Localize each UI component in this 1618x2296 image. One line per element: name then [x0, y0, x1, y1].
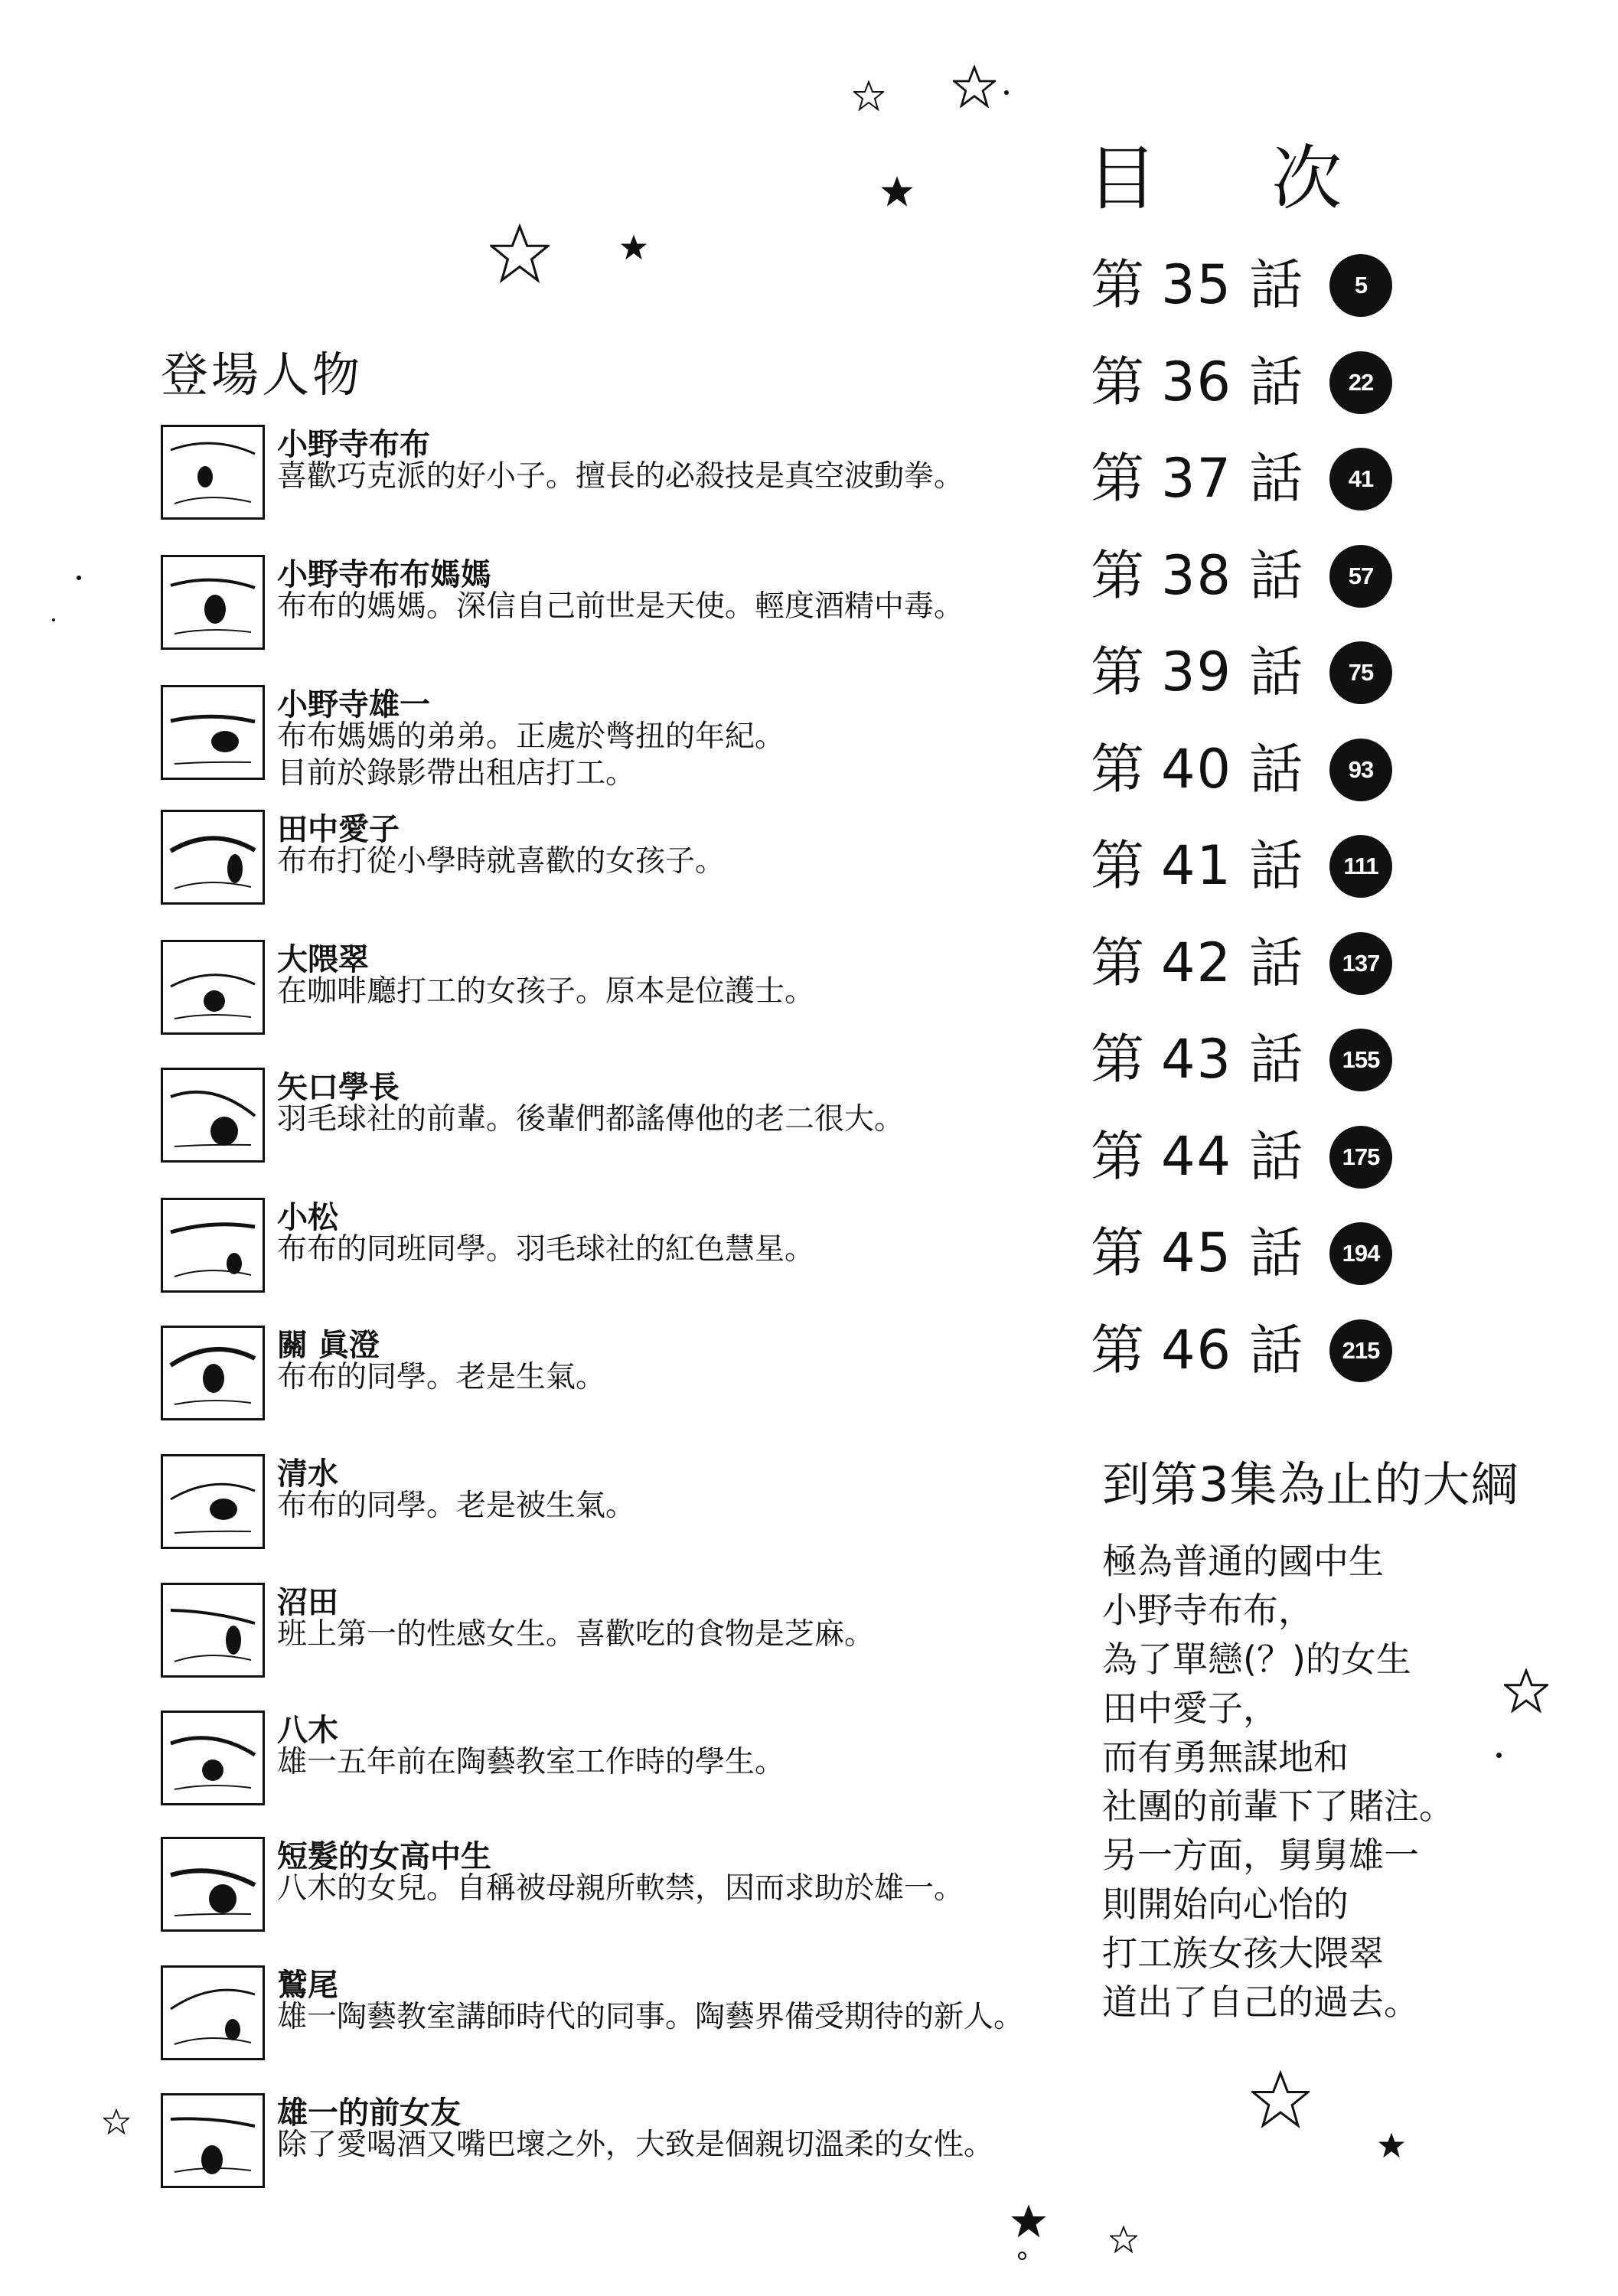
toc-entry[interactable]: [1091, 440, 1397, 517]
page-number-badge: 41: [1329, 448, 1392, 510]
summary-line: 而有勇無謀地和: [1102, 1737, 1349, 1778]
chapter-number: 44: [1161, 1124, 1233, 1188]
summary-line: 則開始向心怡的: [1102, 1883, 1349, 1925]
page-number-badge: 175: [1329, 1126, 1392, 1189]
chapter-suffix: 話: [1249, 1028, 1303, 1091]
character-entry: [161, 1965, 1117, 2073]
dot-decoration: [1004, 90, 1009, 95]
character-description: [277, 589, 964, 625]
portrait-eye-icon: [161, 1068, 265, 1163]
page-number-badge: 22: [1329, 351, 1392, 414]
star-outline-icon: [1504, 1668, 1548, 1713]
summary-line: 為了單戀(？)的女生: [1102, 1639, 1411, 1680]
chapter-suffix: 話: [1249, 253, 1303, 316]
chapter-suffix: 話: [1249, 641, 1303, 703]
portrait-eye-icon: [161, 1837, 265, 1932]
character-description-line: 布布的媽媽。深信自己前世是天使。輕度酒精中毒。: [277, 589, 964, 624]
dot-decoration: [1018, 2252, 1026, 2260]
toc-entry[interactable]: [1091, 925, 1397, 1001]
character-entry: [161, 1198, 1117, 1305]
character-name: 大隈翠: [277, 942, 369, 977]
character-description-line: 在咖啡廳打工的女孩子。原本是位護士。: [277, 974, 815, 1009]
chapter-label: [1091, 344, 1303, 420]
character-entry: [161, 1454, 1117, 1561]
chapter-suffix: 話: [1249, 543, 1303, 607]
page-number-badge: 194: [1329, 1222, 1392, 1285]
star-filled-icon: [620, 233, 648, 261]
character-description: [277, 1999, 1023, 2036]
character-description: [277, 1744, 785, 1781]
character-entry: [161, 425, 1117, 532]
character-description-line: 布布媽媽的弟弟。正處於彆扭的年紀。: [277, 719, 785, 754]
toc-entry[interactable]: [1091, 1118, 1397, 1195]
chapter-suffix: 話: [1249, 931, 1303, 994]
character-description-line: 布布的同學。老是生氣。: [277, 1360, 606, 1394]
summary-line: 田中愛子，: [1102, 1688, 1278, 1729]
chapter-number: 45: [1161, 1221, 1233, 1284]
dot-decoration: [1496, 1753, 1502, 1758]
portrait-eye-icon: [161, 685, 265, 780]
toc-entry[interactable]: [1091, 1312, 1397, 1388]
character-description-line: 雄一陶藝教室講師時代的同事。陶藝界備受期待的新人。: [277, 2000, 1024, 2034]
character-name: 清水: [277, 1456, 338, 1492]
portrait-eye-icon: [161, 940, 265, 1035]
character-name: 小野寺雄一: [277, 687, 430, 722]
star-outline-icon: [853, 80, 884, 111]
portrait-eye-icon: [161, 2093, 265, 2188]
page-number-badge: 57: [1329, 545, 1392, 608]
toc-entry[interactable]: [1091, 827, 1397, 904]
chapter-prefix: 第: [1091, 1028, 1144, 1091]
summary-heading: 到第3集為止的大綱: [1102, 1456, 1519, 1512]
character-description-line: 喜歡巧克派的好小子。擅長的必殺技是真空波動拳。: [277, 459, 964, 494]
chapter-label: [1091, 731, 1303, 807]
character-description: [277, 1616, 874, 1653]
toc-entry[interactable]: [1091, 344, 1397, 420]
chapter-prefix: 第: [1091, 737, 1144, 801]
chapter-number: 36: [1161, 350, 1233, 413]
chapter-number: 42: [1161, 931, 1233, 994]
chapter-label: [1091, 1021, 1303, 1097]
chapter-prefix: 第: [1091, 1124, 1144, 1188]
star-outline-icon: [953, 65, 996, 108]
chapter-suffix: 話: [1249, 350, 1303, 413]
portrait-eye-icon: [161, 1326, 265, 1420]
character-description-line: 班上第一的性感女生。喜歡吃的食物是芝麻。: [277, 1617, 875, 1652]
chapter-suffix: 話: [1249, 1124, 1303, 1188]
character-entry: [161, 940, 1117, 1047]
chapter-prefix: 第: [1091, 931, 1144, 994]
character-name: 沼田: [277, 1585, 338, 1620]
character-name: 鷲尾: [277, 1968, 338, 2003]
toc-entry[interactable]: [1091, 246, 1397, 323]
summary-line: 社團的前輩下了賭注。: [1102, 1786, 1454, 1827]
chapter-number: 39: [1161, 641, 1233, 703]
star-outline-icon: [490, 223, 550, 283]
toc-entry[interactable]: [1091, 634, 1397, 710]
toc-entry[interactable]: [1091, 731, 1397, 807]
character-name: 短髮的女高中生: [277, 1839, 491, 1874]
chapter-number: 46: [1161, 1318, 1233, 1381]
dot-decoration: [52, 618, 55, 621]
star-outline-icon: [103, 2108, 129, 2135]
chapter-label: [1091, 925, 1303, 1001]
character-description-line: 羽毛球社的前輩。後輩們都謠傳他的老二很大。: [277, 1102, 905, 1137]
toc-entry[interactable]: [1091, 537, 1397, 614]
chapter-prefix: 第: [1091, 834, 1144, 897]
character-description: [277, 974, 814, 1010]
character-description-line: 布布打從小學時就喜歡的女孩子。: [277, 844, 726, 879]
portrait-eye-icon: [161, 1711, 265, 1805]
chapter-number: 43: [1161, 1028, 1233, 1091]
dot-decoration: [77, 576, 81, 580]
character-entry: [161, 1583, 1117, 1690]
character-description: [277, 1488, 635, 1525]
chapter-prefix: 第: [1091, 641, 1144, 703]
character-description: [277, 1359, 605, 1396]
character-entry: [161, 1326, 1117, 1433]
character-entry: [161, 685, 1117, 792]
character-description-line: 目前於錄影帶出租店打工。: [277, 756, 636, 791]
chapter-suffix: 話: [1249, 737, 1303, 801]
chapter-label: [1091, 1312, 1303, 1388]
character-description: [277, 458, 964, 495]
character-description: [277, 843, 725, 880]
page-number-badge: 5: [1329, 254, 1392, 317]
character-description-line: 雄一五年前在陶藝教室工作時的學生。: [277, 1745, 785, 1779]
chapter-suffix: 話: [1249, 1318, 1303, 1381]
character-name: 矢口學長: [277, 1070, 400, 1105]
star-filled-icon: [1010, 2203, 1047, 2239]
chapter-prefix: 第: [1091, 350, 1144, 413]
character-name: 雄一的前女友: [277, 2095, 461, 2131]
character-description-line: 除了愛喝酒又嘴巴壞之外，大致是個親切溫柔的女性。: [277, 2128, 994, 2162]
chapter-prefix: 第: [1091, 1221, 1144, 1284]
star-outline-icon: [1110, 2226, 1137, 2253]
portrait-eye-icon: [161, 1583, 265, 1678]
chapter-suffix: 話: [1249, 1221, 1303, 1284]
chapter-number: 37: [1161, 447, 1233, 510]
chapter-label: [1091, 634, 1303, 710]
character-description-line: 布布的同學。老是被生氣。: [277, 1489, 636, 1523]
chapter-label: [1091, 1215, 1303, 1291]
character-name: 八木: [277, 1713, 338, 1748]
chapter-label: [1091, 537, 1303, 614]
character-description: [277, 1870, 964, 1907]
character-description-line: 八木的女兒。自稱被母親所軟禁，因而求助於雄一。: [277, 1871, 964, 1906]
toc-heading: 目 次: [1087, 138, 1388, 220]
portrait-eye-icon: [161, 810, 265, 905]
character-name: 小野寺布布: [277, 427, 430, 462]
chapter-prefix: 第: [1091, 253, 1144, 316]
characters-heading: 登場人物: [161, 347, 364, 403]
page-number-badge: 155: [1329, 1029, 1392, 1091]
character-name: 關 眞澄: [277, 1328, 380, 1363]
character-description: [277, 719, 785, 792]
chapter-label: [1091, 440, 1303, 517]
character-name: 田中愛子: [277, 812, 400, 847]
star-filled-icon: [880, 174, 914, 208]
toc-entry[interactable]: [1091, 1021, 1397, 1097]
chapter-prefix: 第: [1091, 447, 1144, 510]
star-outline-icon: [1251, 2070, 1310, 2128]
portrait-eye-icon: [161, 1454, 265, 1549]
page-number-badge: 93: [1329, 739, 1392, 801]
character-entry: [161, 1068, 1117, 1175]
character-entry: [161, 2093, 1117, 2200]
chapter-number: 38: [1161, 543, 1233, 607]
portrait-eye-icon: [161, 1198, 265, 1293]
page-number-badge: 137: [1329, 932, 1392, 995]
page-number-badge: 111: [1329, 835, 1392, 898]
chapter-label: [1091, 1118, 1303, 1195]
character-entry: [161, 555, 1117, 662]
summary-text: [1102, 1537, 1454, 2027]
chapter-suffix: 話: [1249, 834, 1303, 897]
chapter-label: [1091, 827, 1303, 904]
character-name: 小松: [277, 1200, 338, 1235]
summary-line: 打工族女孩大隈翠: [1102, 1932, 1384, 1974]
summary-line: 道出了自己的過去。: [1102, 1981, 1419, 2023]
summary-line: 極為普通的國中生: [1102, 1541, 1384, 1582]
character-description: [277, 1101, 904, 1138]
summary-line: 小野寺布布，: [1102, 1590, 1313, 1631]
page-number-badge: 75: [1329, 641, 1392, 704]
chapter-number: 40: [1161, 737, 1233, 801]
character-name: 小野寺布布媽媽: [277, 557, 491, 592]
portrait-eye-icon: [161, 1965, 265, 2060]
summary-line: 另一方面，舅舅雄一: [1102, 1835, 1419, 1876]
character-description-line: 布布的同班同學。羽毛球社的紅色慧星。: [277, 1232, 815, 1267]
page-number-badge: 215: [1329, 1319, 1392, 1382]
character-description: [277, 1231, 814, 1268]
chapter-number: 35: [1161, 253, 1233, 316]
toc-entry[interactable]: [1091, 1215, 1397, 1291]
chapter-label: [1091, 246, 1303, 323]
character-entry: [161, 810, 1117, 917]
character-entry: [161, 1837, 1117, 1944]
chapter-suffix: 話: [1249, 447, 1303, 510]
portrait-eye-icon: [161, 425, 265, 520]
chapter-prefix: 第: [1091, 543, 1144, 607]
chapter-number: 41: [1161, 834, 1233, 897]
chapter-prefix: 第: [1091, 1318, 1144, 1381]
character-description: [277, 2127, 993, 2164]
portrait-eye-icon: [161, 555, 265, 650]
character-entry: [161, 1711, 1117, 1818]
star-filled-icon: [1378, 2131, 1405, 2159]
